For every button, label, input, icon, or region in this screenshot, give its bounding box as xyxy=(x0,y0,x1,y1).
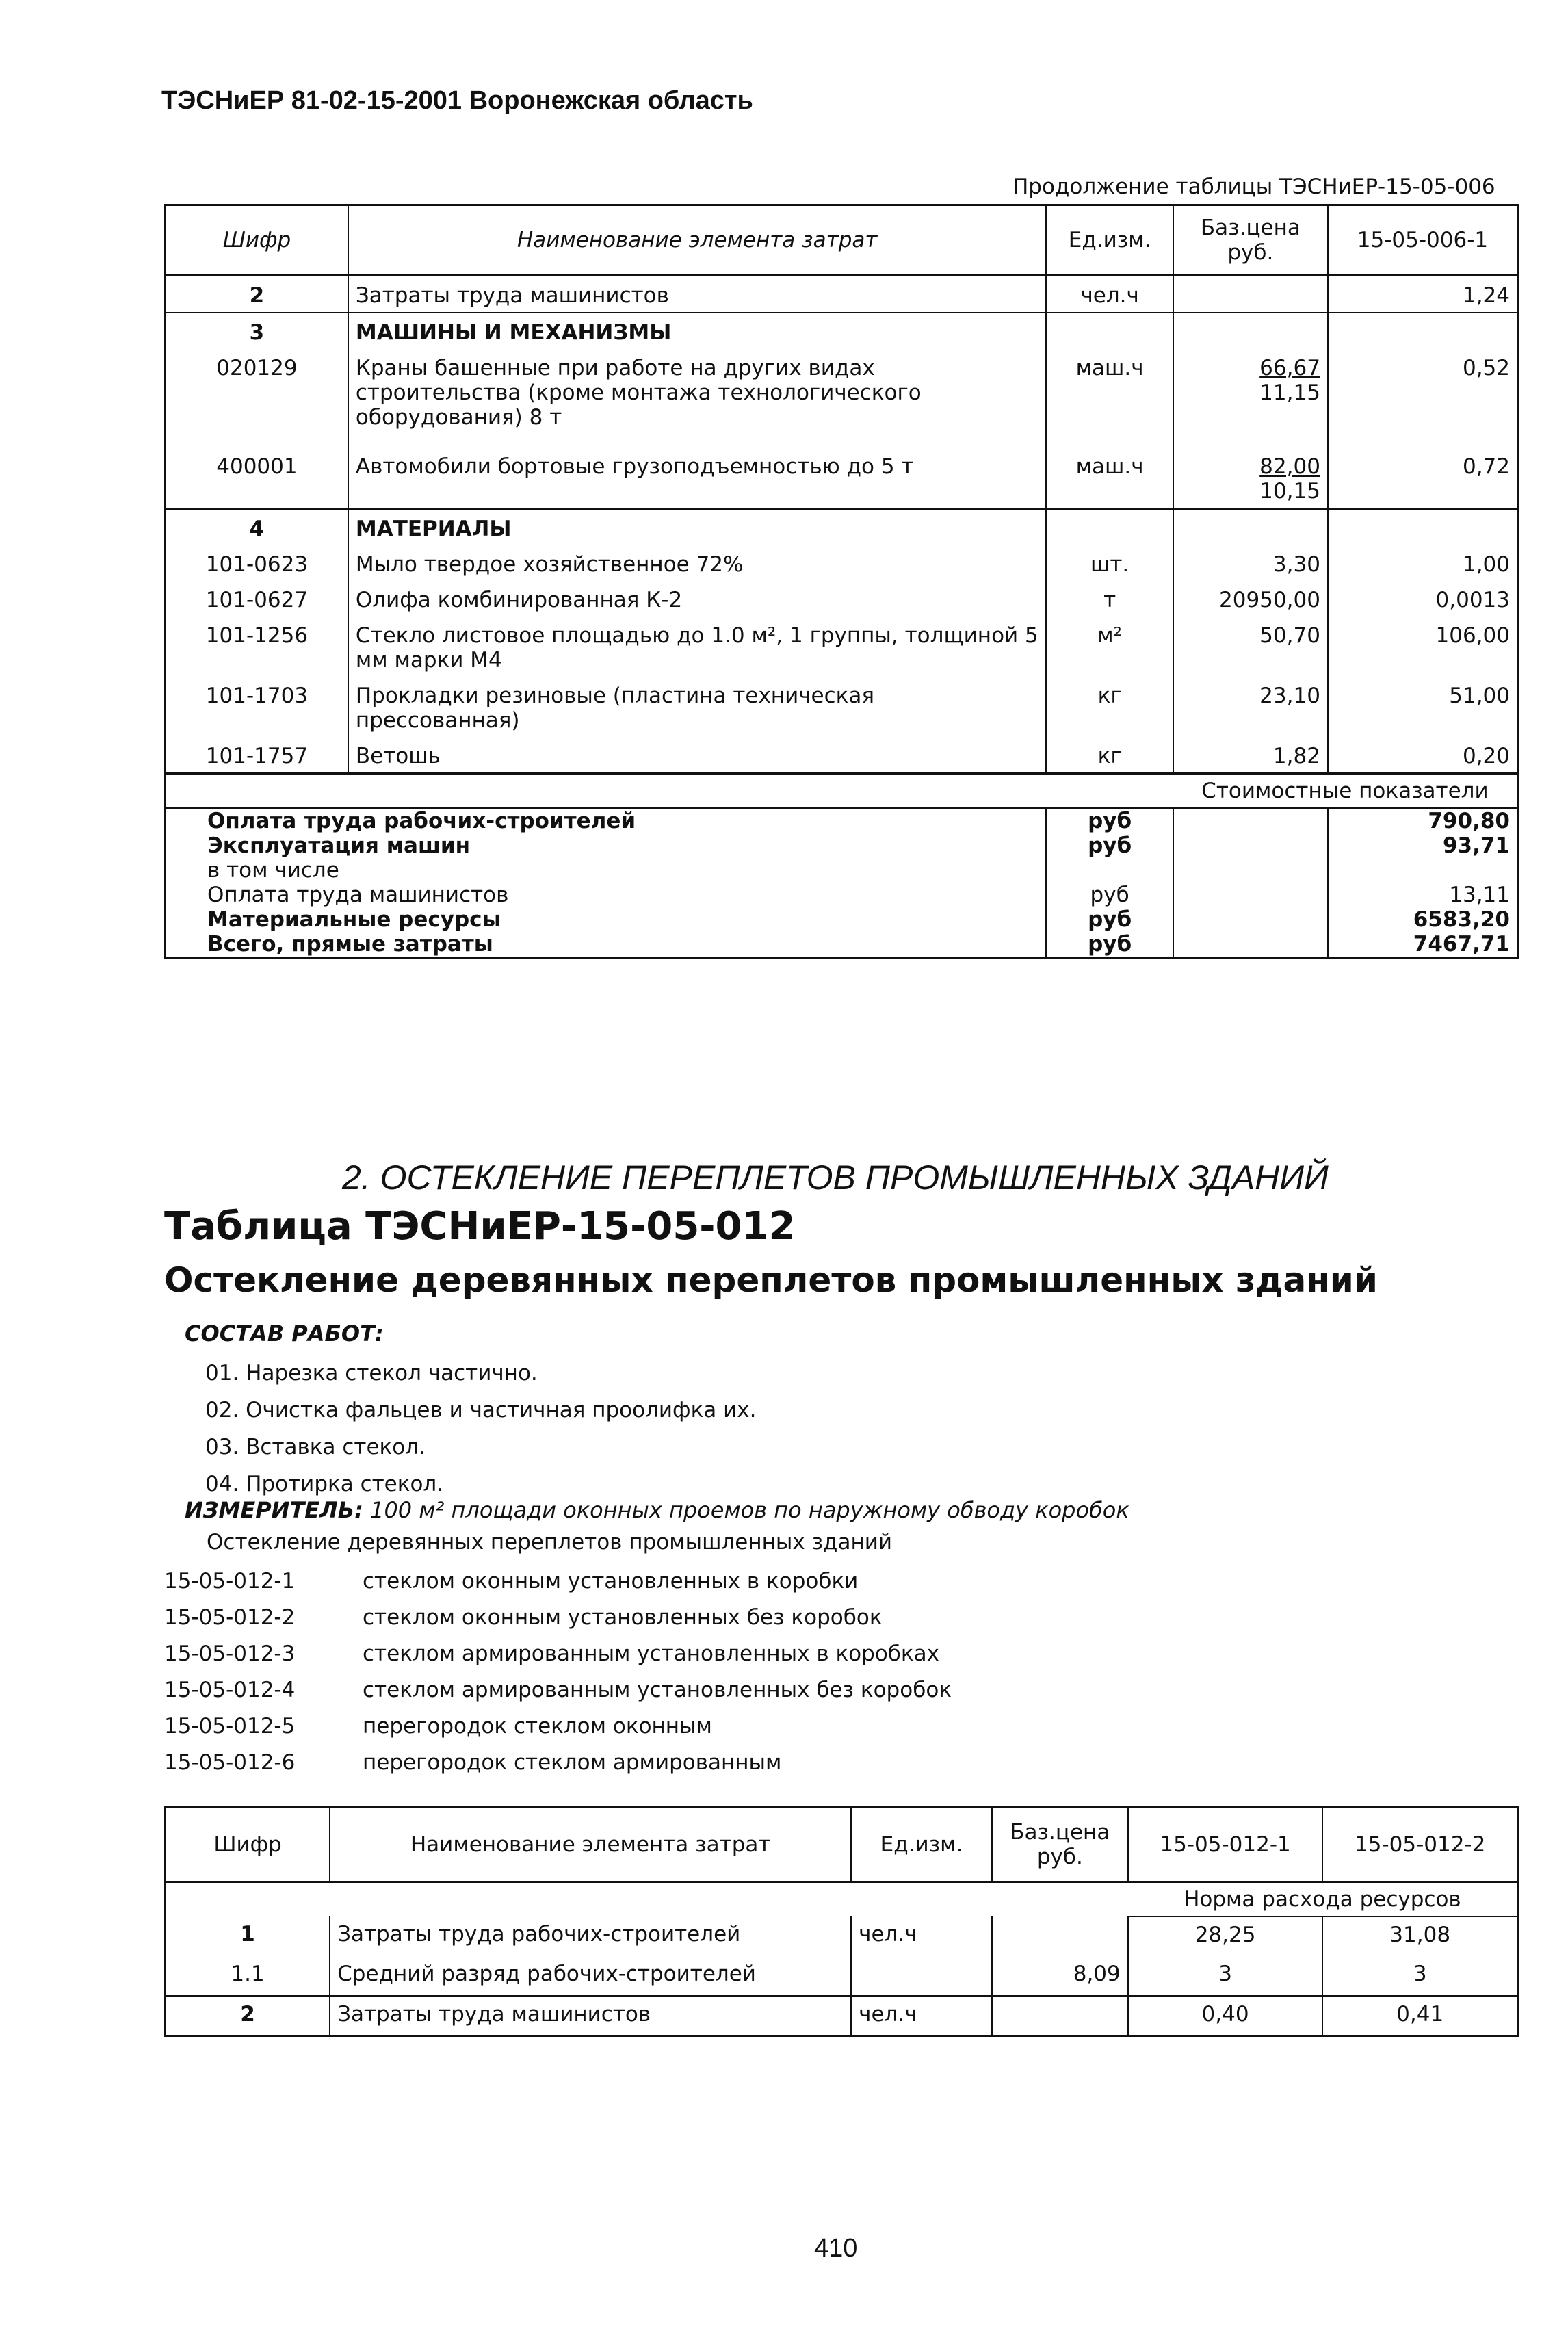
list-item: 02. Очистка фальцев и частичная проолифка их. xyxy=(205,1398,757,1422)
table-header-row xyxy=(166,205,1518,276)
list-item: 15-05-012-1 стеклом оконным установленных в коробки xyxy=(164,1569,859,1594)
header-code: Шифр xyxy=(166,205,348,276)
measurer-label: ИЗМЕРИТЕЛЬ: xyxy=(185,1497,363,1523)
header-price: Баз.цена руб. xyxy=(1173,205,1328,276)
header-unit: Ед.изм. xyxy=(851,1808,992,1882)
page-number: 410 xyxy=(814,2234,858,2263)
table-row: 101-1703 Прокладки резиновые (пластина техническая прессованная) кг 23,10 51,00 xyxy=(166,677,1518,737)
header-unit: Ед.изм. xyxy=(1046,205,1173,276)
table-subtitle: Остекление деревянных переплетов промышленных зданий xyxy=(164,1260,1378,1300)
table-row: 101-1757 Ветошь кг 1,82 0,20 xyxy=(166,737,1518,774)
norm-header: Норма расхода ресурсов xyxy=(1128,1882,1518,1917)
table-row: 101-0627 Олифа комбинированная К-2 т 20950,00 0,0013 xyxy=(166,581,1518,616)
table-heading: Таблица ТЭСНиЕР-15-05-012 xyxy=(164,1204,796,1249)
list-item: 15-05-012-3 стеклом армированным установленных в коробках xyxy=(164,1641,939,1666)
list-item: 15-05-012-2 стеклом оконным установленных без коробок xyxy=(164,1605,883,1630)
glazing-title: Остекление деревянных переплетов промышленных зданий xyxy=(207,1530,893,1555)
measurer xyxy=(185,1497,1129,1523)
list-item: 15-05-012-6 перегородок стеклом армированным xyxy=(164,1750,782,1775)
cost-row: Оплата труда машинистов руб 13,11 xyxy=(166,883,1518,907)
group-row-materials: 4 МАТЕРИАЛЫ xyxy=(166,509,1518,545)
cost-row: в том числе xyxy=(166,858,1518,883)
cost-header-row xyxy=(166,774,1518,809)
list-item: 04. Протирка стекол. xyxy=(205,1472,444,1496)
table-header-row xyxy=(166,1808,1518,1882)
cost-row-total: Всего, прямые затраты руб 7467,71 xyxy=(166,932,1518,958)
header-name: Наименование элемента затрат xyxy=(330,1808,851,1882)
table-row: 020129 Краны башенные при работе на других видах строительства (кроме монтажа технологического оборудования) 8 т маш.ч 66,67 11,15 0,52 xyxy=(166,349,1518,434)
cost-row: Материальные ресурсы руб 6583,20 xyxy=(166,907,1518,932)
table-continuation-note: Продолжение таблицы ТЭСНиЕР-15-05-006 xyxy=(1012,174,1495,199)
resource-table-15-05-012 xyxy=(164,1806,1519,2037)
list-item: 01. Нарезка стекол частично. xyxy=(205,1361,538,1386)
document-header: ТЭСНиЕР 81-02-15-2001 Воронежская область xyxy=(161,86,753,115)
works-label: СОСТАВ РАБОТ: xyxy=(185,1321,384,1347)
table-row: 1 Затраты труда рабочих-строителей чел.ч 28,25 31,08 xyxy=(166,1916,1518,1956)
header-price: Баз.цена руб. xyxy=(992,1808,1128,1882)
table-row: 2 Затраты труда машинистов чел.ч 0,40 0,41 xyxy=(166,1996,1518,2036)
list-item: 15-05-012-4 стеклом армированным установленных без коробок xyxy=(164,1678,952,1702)
works-list xyxy=(205,1355,757,1503)
header-column: 15-05-006-1 xyxy=(1328,205,1518,276)
resource-table-15-05-006 xyxy=(164,204,1519,959)
variants-list xyxy=(164,1563,952,1781)
header-column-1: 15-05-012-1 xyxy=(1128,1808,1323,1882)
measurer-text: 100 м² площади оконных проемов по наружному обводу коробок xyxy=(370,1497,1129,1523)
header-column-2: 15-05-012-2 xyxy=(1322,1808,1517,1882)
list-item: 15-05-012-5 перегородок стеклом оконным xyxy=(164,1714,712,1739)
cost-row: Оплата труда рабочих-строителей руб 790,80 xyxy=(166,808,1518,833)
table-row: 101-0623 Мыло твердое хозяйственное 72% шт. 3,30 1,00 xyxy=(166,545,1518,581)
table-row: 2 Затраты труда машинистов чел.ч 1,24 xyxy=(166,276,1518,313)
norm-header-row xyxy=(166,1882,1518,1917)
header-code: Шифр xyxy=(166,1808,330,1882)
header-name: Наименование элемента затрат xyxy=(348,205,1047,276)
table-row: 1.1 Средний разряд рабочих-строителей 8,09 3 3 xyxy=(166,1956,1518,1996)
cost-header: Стоимостные показатели xyxy=(1173,774,1518,809)
list-item: 03. Вставка стекол. xyxy=(205,1435,426,1459)
table-row: 400001 Автомобили бортовые грузоподъемностью до 5 т маш.ч 82,00 10,15 0,72 xyxy=(166,434,1518,509)
section-heading: 2. ОСТЕКЛЕНИЕ ПЕРЕПЛЕТОВ ПРОМЫШЛЕННЫХ ЗДАНИЙ xyxy=(342,1158,1329,1197)
table-row: 101-1256 Стекло листовое площадью до 1.0 м², 1 группы, толщиной 5 мм марки М4 м² 50,70 106,00 xyxy=(166,616,1518,677)
group-row-machines: 3 МАШИНЫ И МЕХАНИЗМЫ xyxy=(166,313,1518,349)
cost-row: Эксплуатация машин руб 93,71 xyxy=(166,833,1518,858)
